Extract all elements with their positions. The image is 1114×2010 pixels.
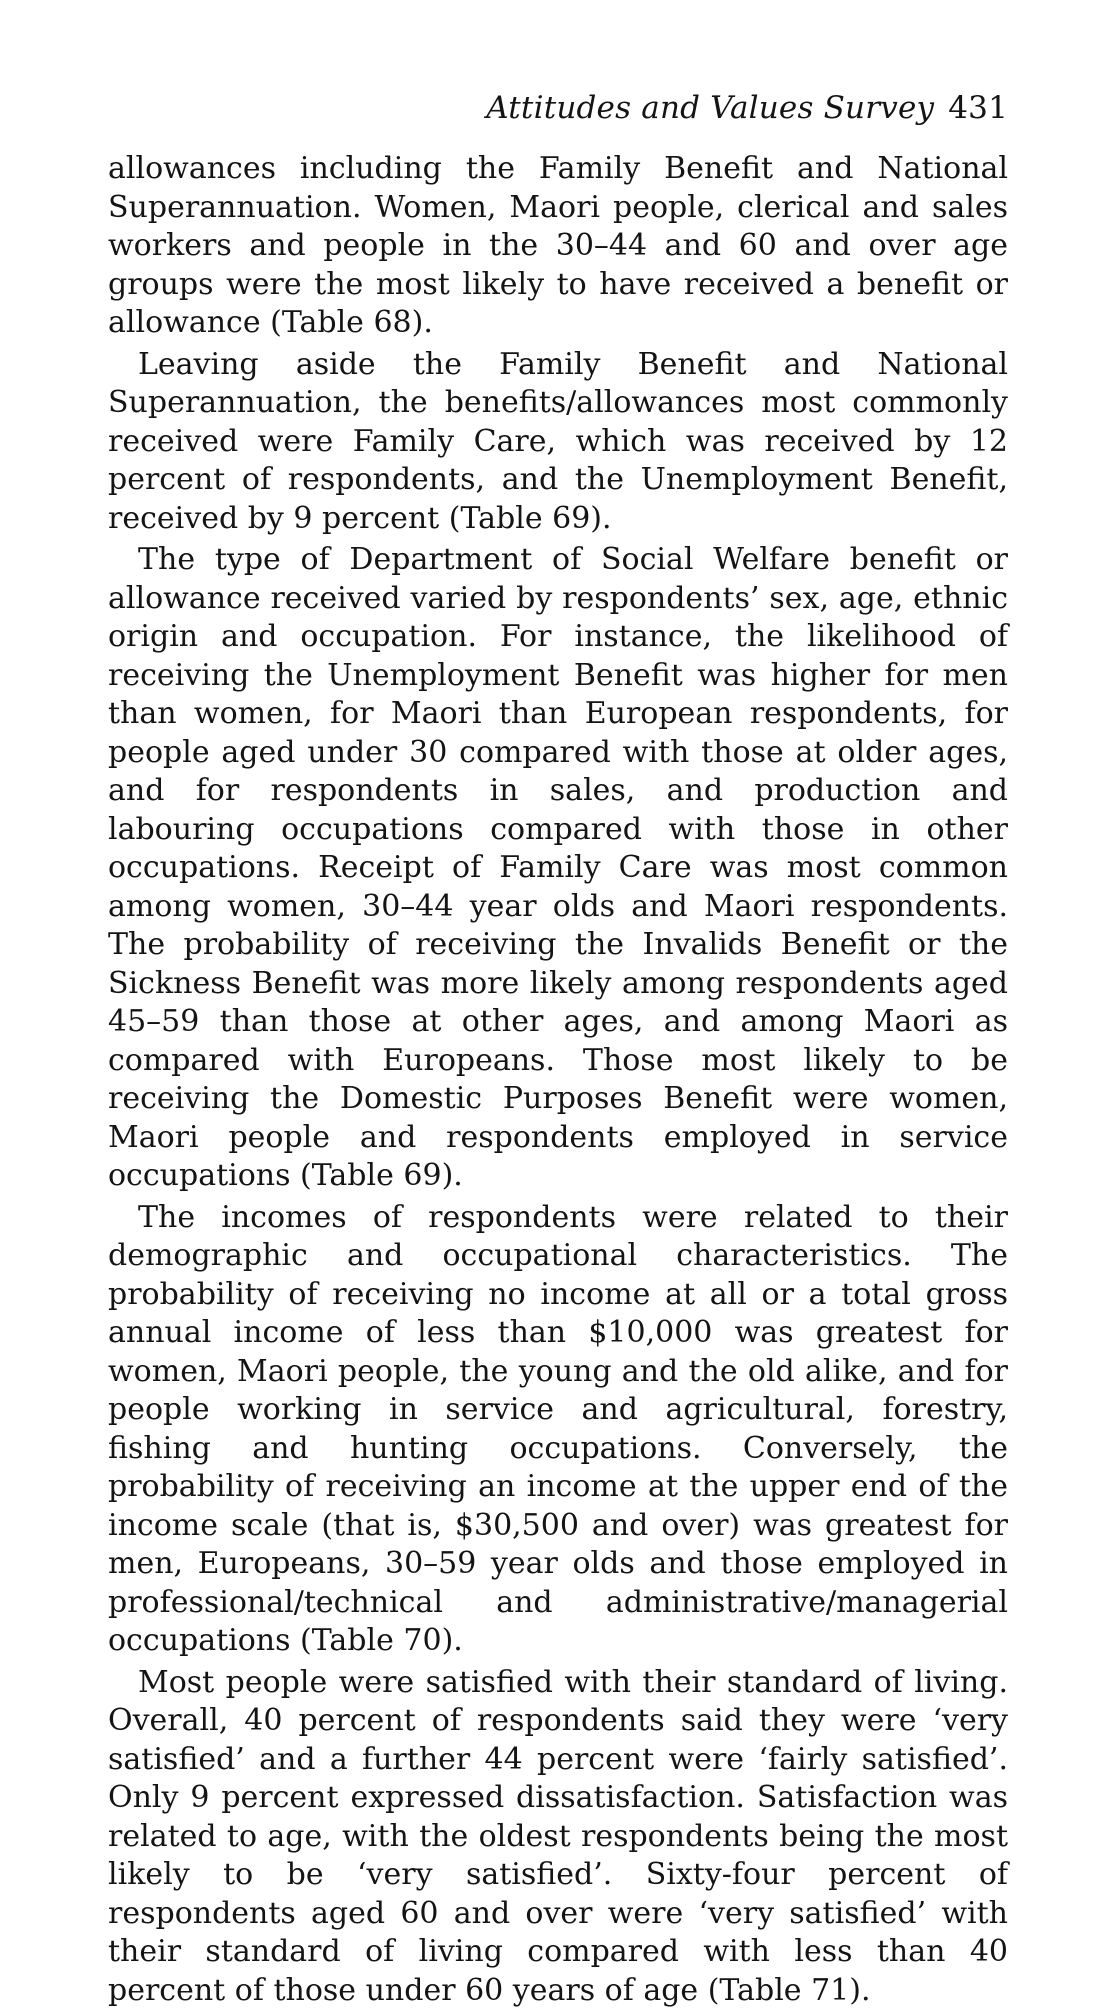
paragraph-benefits-received: Leaving aside the Family Benefit and National Superannuation, the benefits/allowances most commonly received were Family Care, which was received by 12 percent of respondents, and the Unemployment Benefit, received by 9 percent (Table 69). <box>108 346 1008 539</box>
paragraph-standard-of-living: Most people were satisfied with their standard of living. Overall, 40 percent of respondents said they were ‘very satisfied’ and a further 44 percent were ‘fairly satisfied’. Only 9 percent expressed dissatisfaction. Satisfaction was related to age, with the oldest respondents being the most likely to be ‘very satisfied’. Sixty-four percent of respondents aged 60 and over were ‘very satisfied’ with their standard of living compared with less than 40 percent of those under 60 years of age (Table 71). <box>108 1664 1008 2010</box>
paragraph-incomes: The incomes of respondents were related to their demographic and occupational characteristics. The probability of receiving no income at all or a total gross annual income of less than $10,000 was greatest for women, Maori people, the young and the old alike, and for people working in service and agricultural, forestry, fishing and hunting occupations. Conversely, the probability of receiving an income at the upper end of the income scale (that is, $30,500 and over) was greatest for men, Europeans, 30–59 year olds and those employed in professional/technical and administrative/managerial occupations (Table 70). <box>108 1199 1008 1661</box>
running-header <box>108 88 1008 128</box>
document-page <box>108 88 1008 2010</box>
paragraph-continuation: allowances including the Family Benefit and National Superannuation. Women, Maori people, clerical and sales workers and people in the 30–44 and 60 and over age groups were the most likely to have received a benefit or allowance (Table 68). <box>108 150 1008 343</box>
page-number: 431 <box>948 90 1008 126</box>
running-title: Attitudes and Values Survey <box>486 90 934 126</box>
paragraph-benefit-type: The type of Department of Social Welfare benefit or allowance received varied by respondents’ sex, age, ethnic origin and occupation. For instance, the likelihood of receiving the Unemployment Benefit was higher for men than women, for Maori than European respondents, for people aged under 30 compared with those at older ages, and for respondents in sales, and production and labouring occupations compared with those in other occupations. Receipt of Family Care was most common among women, 30–44 year olds and Maori respondents. The probability of receiving the Invalids Benefit or the Sickness Benefit was more likely among respondents aged 45–59 than those at other ages, and among Maori as compared with Europeans. Those most likely to be receiving the Domestic Purposes Benefit were women, Maori people and respondents employed in service occupations (Table 69). <box>108 541 1008 1196</box>
body-text <box>108 150 1008 2010</box>
